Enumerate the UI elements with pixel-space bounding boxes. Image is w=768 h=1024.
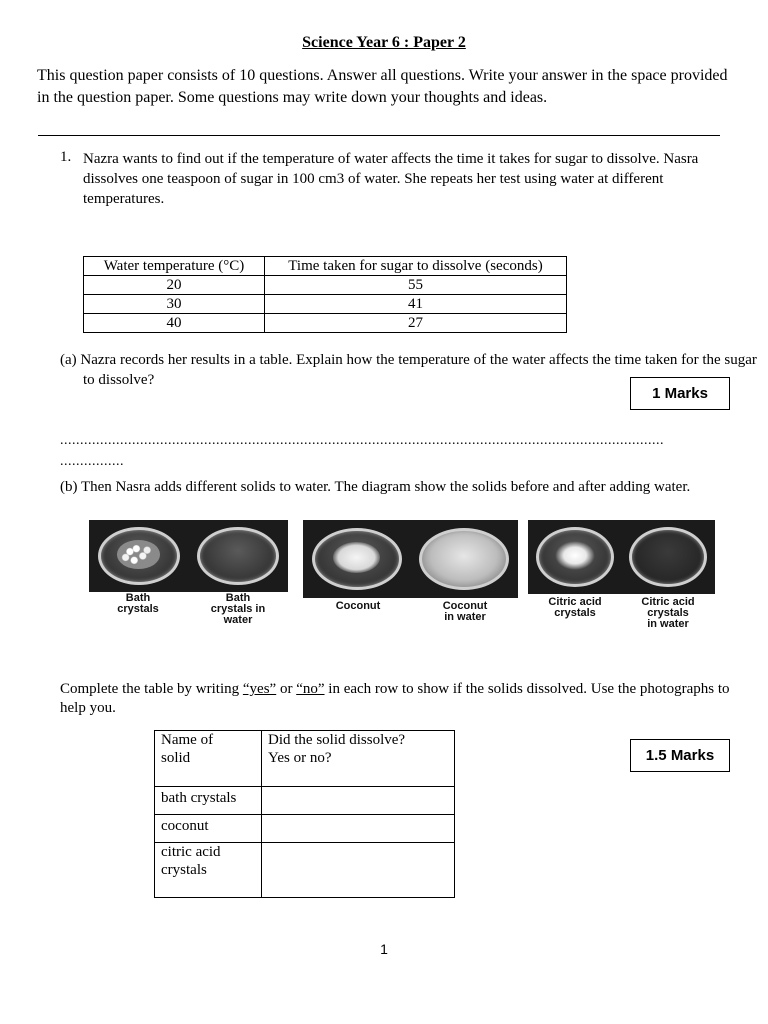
answer-cell-coconut[interactable] <box>262 815 455 843</box>
label-bath-crystals-in-water: Bath crystals in water <box>210 592 266 626</box>
header-name-of-solid: Name of solid <box>155 731 262 787</box>
header-time-taken: Time taken for sugar to dissolve (seconds) <box>265 257 567 276</box>
page-title: Science Year 6 : Paper 2 <box>302 34 466 51</box>
header-water-temperature: Water temperature (°C) <box>84 257 265 276</box>
answer-cell-citric-acid-crystals[interactable] <box>262 843 455 898</box>
table-row <box>155 843 455 898</box>
label-citric-acid-crystals: Citric acid crystals <box>548 596 602 619</box>
citric-acid-photo <box>528 520 715 594</box>
no-word: “no” <box>296 681 325 697</box>
solid-name-cell: citric acid crystals <box>155 843 262 898</box>
temperature-cell: 40 <box>84 314 265 333</box>
dissolve-table <box>154 730 455 898</box>
coconut-photo <box>303 520 518 598</box>
dish-bath-crystals-in-water <box>197 527 279 585</box>
time-cell: 41 <box>265 295 567 314</box>
question-number: 1. <box>60 149 72 165</box>
label-bath-crystals: Bath crystals <box>117 592 159 615</box>
dissolve-table-header <box>155 731 455 787</box>
temperature-cell: 20 <box>84 276 265 295</box>
dish-coconut-in-water <box>419 528 509 590</box>
answer-cell-bath-crystals[interactable] <box>262 787 455 815</box>
dish-coconut <box>312 528 402 590</box>
yes-word: “yes” <box>242 681 277 697</box>
label-coconut: Coconut <box>335 600 381 612</box>
bath-crystals-photo <box>89 520 288 592</box>
label-coconut-in-water: Coconut in water <box>442 600 488 623</box>
marks-box-part-a: 1 Marks <box>630 377 730 410</box>
solid-name-cell: bath crystals <box>155 787 262 815</box>
dish-bath-crystals <box>98 527 180 585</box>
dish-citric-acid-crystals <box>536 527 614 587</box>
answer-line-part-a[interactable] <box>60 430 740 472</box>
part-b-instruction: Complete the table by writing “yes” or “no” in each row to show if the solids dissolved. Use the photographs to help you. <box>60 681 730 716</box>
results-table-header <box>84 257 567 276</box>
solid-name-cell: coconut <box>155 815 262 843</box>
dish-citric-acid-in-water <box>629 527 707 587</box>
table-row <box>155 815 455 843</box>
table-row <box>155 787 455 815</box>
page-number: 1 <box>380 941 388 957</box>
header-did-solid-dissolve: Did the solid dissolve? Yes or no? <box>262 731 455 787</box>
part-b-question: (b) Then Nasra adds different solids to water. The diagram show the solids before and after adding water. <box>60 479 691 495</box>
marks-box-part-b: 1.5 Marks <box>630 739 730 772</box>
answer-dots-line-1: ....................................................................................................................................................... <box>60 433 664 448</box>
instructions-paragraph: This question paper consists of 10 questions. Answer all questions. Write your answer in the space provided in the question paper. Some questions may write down your thoughts and ideas. <box>37 67 728 106</box>
table-row <box>84 314 567 333</box>
table-row <box>84 276 567 295</box>
answer-dots-line-2: ................ <box>60 454 124 469</box>
time-cell: 27 <box>265 314 567 333</box>
question-1-text: Nazra wants to find out if the temperature of water affects the time it takes for sugar to dissolve. Nasra dissolves one teaspoon of sugar in 100 cm3 of water. She repeats her test using water at different temperatures. <box>83 151 699 207</box>
results-table <box>83 256 567 333</box>
table-row <box>84 295 567 314</box>
part-a-question: (a) Nazra records her results in a table. Explain how the temperature of the water affects the time taken for the sugar to dissolve? <box>60 352 757 388</box>
temperature-cell: 30 <box>84 295 265 314</box>
divider-line <box>38 135 720 136</box>
label-citric-acid-in-water: Citric acid crystals in water <box>641 596 695 630</box>
time-cell: 55 <box>265 276 567 295</box>
